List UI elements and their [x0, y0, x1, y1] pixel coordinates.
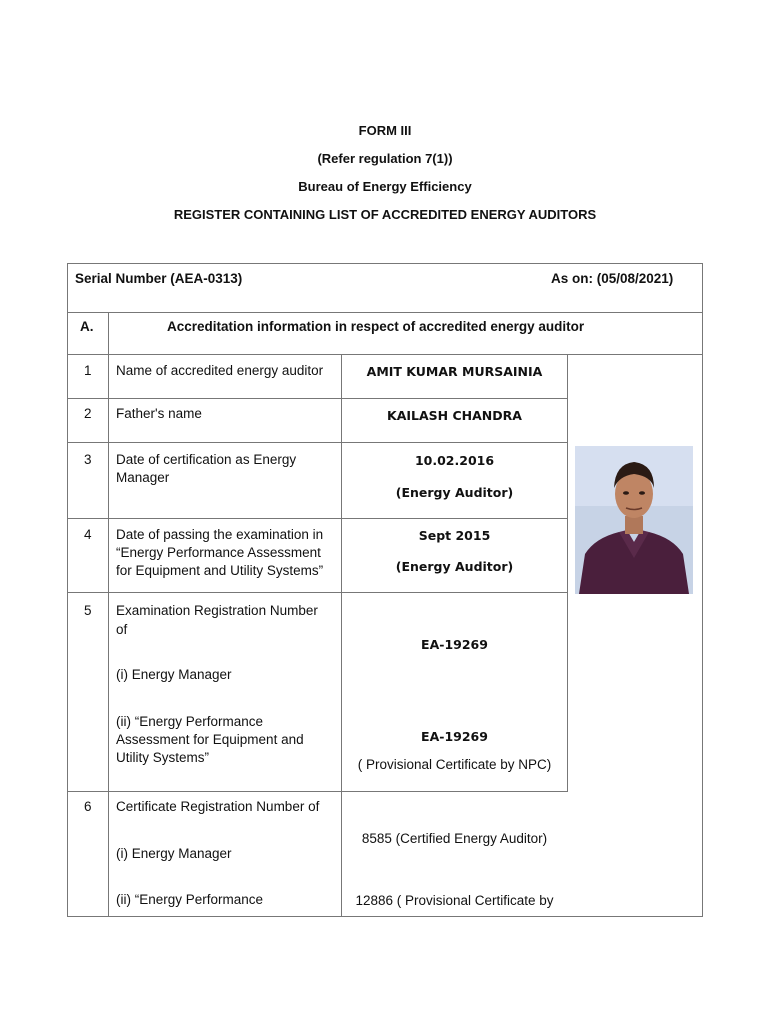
row-number: 2: [84, 406, 92, 421]
section-letter: A.: [80, 319, 94, 334]
auditor-photo: [575, 446, 693, 594]
field-label: Date of certification as Energy: [116, 452, 297, 467]
table-border-bottom: [67, 916, 703, 917]
table-border-right: [702, 263, 703, 917]
column-divider: [108, 312, 109, 917]
row-divider: [67, 312, 703, 313]
row-divider: [67, 791, 568, 792]
epa-registration-number: EA-19269: [421, 729, 488, 744]
field-label: Manager: [116, 470, 170, 485]
field-sublabel: Utility Systems”: [116, 750, 210, 765]
fathers-name: KAILASH CHANDRA: [387, 408, 522, 423]
section-title: Accreditation information in respect of accredited energy auditor: [167, 319, 585, 334]
regulation-reference: (Refer regulation 7(1)): [317, 151, 453, 166]
row-divider: [67, 442, 568, 443]
field-label: Father's name: [116, 406, 202, 421]
table-border-left: [67, 263, 68, 917]
field-label: Examination Registration Number: [116, 603, 318, 618]
field-sublabel: (ii) “Energy Performance: [116, 892, 264, 907]
row-number: 6: [84, 799, 92, 814]
row-number: 5: [84, 603, 92, 618]
person-portrait-icon: [575, 446, 693, 594]
auditor-name: AMIT KUMAR MURSAINIA: [366, 364, 543, 379]
row-divider: [67, 518, 568, 519]
epa-certificate-number: 12886 ( Provisional Certificate by: [355, 893, 554, 908]
field-sublabel: (i) Energy Manager: [116, 667, 232, 682]
certification-type: (Energy Auditor): [395, 485, 514, 500]
row-number: 4: [84, 527, 92, 542]
field-sublabel: (i) Energy Manager: [116, 846, 232, 861]
provisional-note: ( Provisional Certificate by NPC): [357, 757, 552, 772]
row-number: 3: [84, 452, 92, 467]
column-divider: [567, 354, 568, 792]
field-sublabel: Assessment for Equipment and: [116, 732, 304, 747]
form-title: FORM III: [358, 123, 412, 138]
certification-date: 10.02.2016: [414, 453, 495, 468]
field-label: Certificate Registration Number of: [116, 799, 320, 814]
exam-type: (Energy Auditor): [395, 559, 514, 574]
as-on-date: As on: (05/08/2021): [551, 271, 674, 286]
em-registration-number: EA-19269: [421, 637, 488, 652]
field-label: “Energy Performance Assessment: [116, 545, 321, 560]
field-label: for Equipment and Utility Systems”: [116, 563, 324, 578]
exam-date: Sept 2015: [418, 528, 491, 543]
field-sublabel: (ii) “Energy Performance: [116, 714, 264, 729]
field-label: Name of accredited energy auditor: [116, 363, 324, 378]
table-border-top: [67, 263, 703, 264]
register-title: REGISTER CONTAINING LIST OF ACCREDITED ENERGY AUDITORS: [173, 207, 597, 222]
em-certificate-number: 8585 (Certified Energy Auditor): [361, 831, 548, 846]
field-label: of: [116, 622, 128, 637]
row-divider: [67, 398, 568, 399]
field-label: Date of passing the examination in: [116, 527, 324, 542]
row-divider: [67, 592, 568, 593]
row-number: 1: [84, 363, 92, 378]
bureau-name: Bureau of Energy Efficiency: [298, 179, 472, 194]
row-divider: [67, 354, 703, 355]
serial-number: Serial Number (AEA-0313): [75, 271, 243, 286]
